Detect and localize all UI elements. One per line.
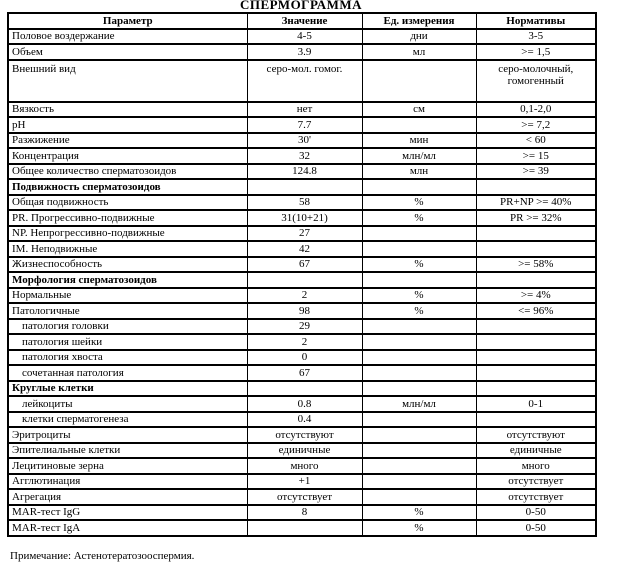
param-cell: Подвижность сперматозоидов xyxy=(8,179,247,195)
norm-cell: отсутствует xyxy=(476,474,596,490)
value-cell: 29 xyxy=(247,319,362,335)
norm-cell: >= 39 xyxy=(476,164,596,180)
table-row xyxy=(8,164,596,180)
unit-cell: % xyxy=(362,505,476,521)
unit-cell xyxy=(362,226,476,242)
unit-cell xyxy=(362,319,476,335)
value-cell: 8 xyxy=(247,505,362,521)
table-row xyxy=(8,520,596,536)
table-row xyxy=(8,210,596,226)
unit-cell xyxy=(362,381,476,397)
value-cell: 7.7 xyxy=(247,117,362,133)
spermogram-table xyxy=(7,12,597,537)
table-row xyxy=(8,381,596,397)
unit-cell: млн xyxy=(362,164,476,180)
param-cell: Концентрация xyxy=(8,148,247,164)
unit-cell: % xyxy=(362,195,476,211)
norm-cell xyxy=(476,272,596,288)
table-row xyxy=(8,474,596,490)
table-row xyxy=(8,396,596,412)
norm-cell: 0,1-2,0 xyxy=(476,102,596,118)
value-cell xyxy=(247,179,362,195)
param-cell: Общее количество сперматозоидов xyxy=(8,164,247,180)
column-header-value: Значение xyxy=(247,13,362,29)
unit-cell xyxy=(362,334,476,350)
unit-cell: мл xyxy=(362,44,476,60)
param-cell: патология головки xyxy=(8,319,247,335)
param-cell: Лецитиновые зерна xyxy=(8,458,247,474)
param-cell: pH xyxy=(8,117,247,133)
param-cell: лейкоциты xyxy=(8,396,247,412)
param-cell: Нормальные xyxy=(8,288,247,304)
table-row xyxy=(8,257,596,273)
norm-cell xyxy=(476,319,596,335)
norm-cell xyxy=(476,334,596,350)
norm-cell: 0-50 xyxy=(476,505,596,521)
table-row xyxy=(8,443,596,459)
param-cell: Половое воздержание xyxy=(8,29,247,45)
value-cell: серо-мол. гомог. xyxy=(247,60,362,102)
norm-cell xyxy=(476,241,596,257)
param-cell: Морфология сперматозоидов xyxy=(8,272,247,288)
norm-cell: единичные xyxy=(476,443,596,459)
norm-cell: >= 7,2 xyxy=(476,117,596,133)
unit-cell xyxy=(362,427,476,443)
table-row xyxy=(8,334,596,350)
value-cell: 98 xyxy=(247,303,362,319)
value-cell: 0 xyxy=(247,350,362,366)
value-cell: нет xyxy=(247,102,362,118)
norm-cell xyxy=(476,365,596,381)
column-header-parameter: Параметр xyxy=(8,13,247,29)
value-cell xyxy=(247,520,362,536)
param-cell: Агглютинация xyxy=(8,474,247,490)
param-cell: Патологичные xyxy=(8,303,247,319)
param-cell: PR. Прогрессивно-подвижные xyxy=(8,210,247,226)
table-row xyxy=(8,117,596,133)
unit-cell xyxy=(362,474,476,490)
unit-cell: % xyxy=(362,210,476,226)
value-cell: 58 xyxy=(247,195,362,211)
norm-cell xyxy=(476,350,596,366)
param-cell: Внешний вид xyxy=(8,60,247,102)
table-row xyxy=(8,44,596,60)
value-cell: 124.8 xyxy=(247,164,362,180)
table-row xyxy=(8,60,596,102)
table-row xyxy=(8,133,596,149)
value-cell: 27 xyxy=(247,226,362,242)
unit-cell xyxy=(362,489,476,505)
value-cell: 42 xyxy=(247,241,362,257)
norm-cell xyxy=(476,381,596,397)
unit-cell: % xyxy=(362,520,476,536)
table-row xyxy=(8,458,596,474)
param-cell: NP. Непрогрессивно-подвижные xyxy=(8,226,247,242)
unit-cell xyxy=(362,60,476,102)
param-cell: Эритроциты xyxy=(8,427,247,443)
norm-cell: 0-50 xyxy=(476,520,596,536)
param-cell: патология хвоста xyxy=(8,350,247,366)
param-cell: Жизнеспособность xyxy=(8,257,247,273)
value-cell: отсутствуют xyxy=(247,427,362,443)
table-row xyxy=(8,148,596,164)
table-row xyxy=(8,241,596,257)
unit-cell xyxy=(362,443,476,459)
table-row xyxy=(8,412,596,428)
value-cell: 30' xyxy=(247,133,362,149)
param-cell: Общая подвижность xyxy=(8,195,247,211)
param-cell: Круглые клетки xyxy=(8,381,247,397)
table-row xyxy=(8,350,596,366)
norm-cell: PR+NP >= 40% xyxy=(476,195,596,211)
table-row xyxy=(8,505,596,521)
table-row xyxy=(8,102,596,118)
param-cell: IM. Неподвижные xyxy=(8,241,247,257)
norm-cell xyxy=(476,226,596,242)
table-row xyxy=(8,365,596,381)
norm-cell: >= 15 xyxy=(476,148,596,164)
norm-cell: < 60 xyxy=(476,133,596,149)
column-header-norm: Нормативы xyxy=(476,13,596,29)
unit-cell: дни xyxy=(362,29,476,45)
value-cell: +1 xyxy=(247,474,362,490)
spermogram-table-body xyxy=(8,29,596,536)
norm-cell: отсутствует xyxy=(476,489,596,505)
table-row xyxy=(8,427,596,443)
param-cell: MAR-тест IgA xyxy=(8,520,247,536)
unit-cell xyxy=(362,458,476,474)
table-row xyxy=(8,288,596,304)
norm-cell: >= 1,5 xyxy=(476,44,596,60)
header-row xyxy=(8,13,596,29)
table-row xyxy=(8,179,596,195)
unit-cell: % xyxy=(362,303,476,319)
note-text: Примечание: Астенотератозооспермия. xyxy=(10,549,195,562)
norm-cell: серо-молочный, гомогенный xyxy=(476,60,596,102)
table-row xyxy=(8,195,596,211)
norm-cell: <= 96% xyxy=(476,303,596,319)
table-row xyxy=(8,319,596,335)
value-cell: 2 xyxy=(247,334,362,350)
param-cell: Разжижение xyxy=(8,133,247,149)
value-cell: 67 xyxy=(247,365,362,381)
param-cell: сочетанная патология xyxy=(8,365,247,381)
value-cell: отсутствует xyxy=(247,489,362,505)
norm-cell: много xyxy=(476,458,596,474)
norm-cell xyxy=(476,179,596,195)
value-cell: 32 xyxy=(247,148,362,164)
param-cell: Агрегация xyxy=(8,489,247,505)
param-cell: Объем xyxy=(8,44,247,60)
unit-cell xyxy=(362,117,476,133)
value-cell: 2 xyxy=(247,288,362,304)
value-cell xyxy=(247,272,362,288)
unit-cell xyxy=(362,365,476,381)
norm-cell: >= 58% xyxy=(476,257,596,273)
value-cell: 67 xyxy=(247,257,362,273)
unit-cell: млн/мл xyxy=(362,148,476,164)
value-cell: 31(10+21) xyxy=(247,210,362,226)
unit-cell: см xyxy=(362,102,476,118)
unit-cell: мин xyxy=(362,133,476,149)
norm-cell: 0-1 xyxy=(476,396,596,412)
param-cell: MAR-тест IgG xyxy=(8,505,247,521)
unit-cell: % xyxy=(362,257,476,273)
unit-cell xyxy=(362,350,476,366)
norm-cell xyxy=(476,412,596,428)
unit-cell xyxy=(362,412,476,428)
norm-cell: PR >= 32% xyxy=(476,210,596,226)
unit-cell xyxy=(362,272,476,288)
norm-cell: отсутствуют xyxy=(476,427,596,443)
table-row xyxy=(8,303,596,319)
norm-cell: 3-5 xyxy=(476,29,596,45)
value-cell: 3.9 xyxy=(247,44,362,60)
unit-cell xyxy=(362,241,476,257)
param-cell: Эпителиальные клетки xyxy=(8,443,247,459)
param-cell: Вязкость xyxy=(8,102,247,118)
document-title: СПЕРМОГРАММА xyxy=(239,0,363,12)
table-row xyxy=(8,29,596,45)
table-row xyxy=(8,226,596,242)
column-header-unit: Ед. измерения xyxy=(362,13,476,29)
norm-cell: >= 4% xyxy=(476,288,596,304)
value-cell: много xyxy=(247,458,362,474)
table-row xyxy=(8,272,596,288)
table-row xyxy=(8,489,596,505)
value-cell: 4-5 xyxy=(247,29,362,45)
value-cell: единичные xyxy=(247,443,362,459)
unit-cell xyxy=(362,179,476,195)
param-cell: клетки сперматогенеза xyxy=(8,412,247,428)
unit-cell: % xyxy=(362,288,476,304)
value-cell: 0.8 xyxy=(247,396,362,412)
param-cell: патология шейки xyxy=(8,334,247,350)
value-cell: 0.4 xyxy=(247,412,362,428)
unit-cell: млн/мл xyxy=(362,396,476,412)
value-cell xyxy=(247,381,362,397)
